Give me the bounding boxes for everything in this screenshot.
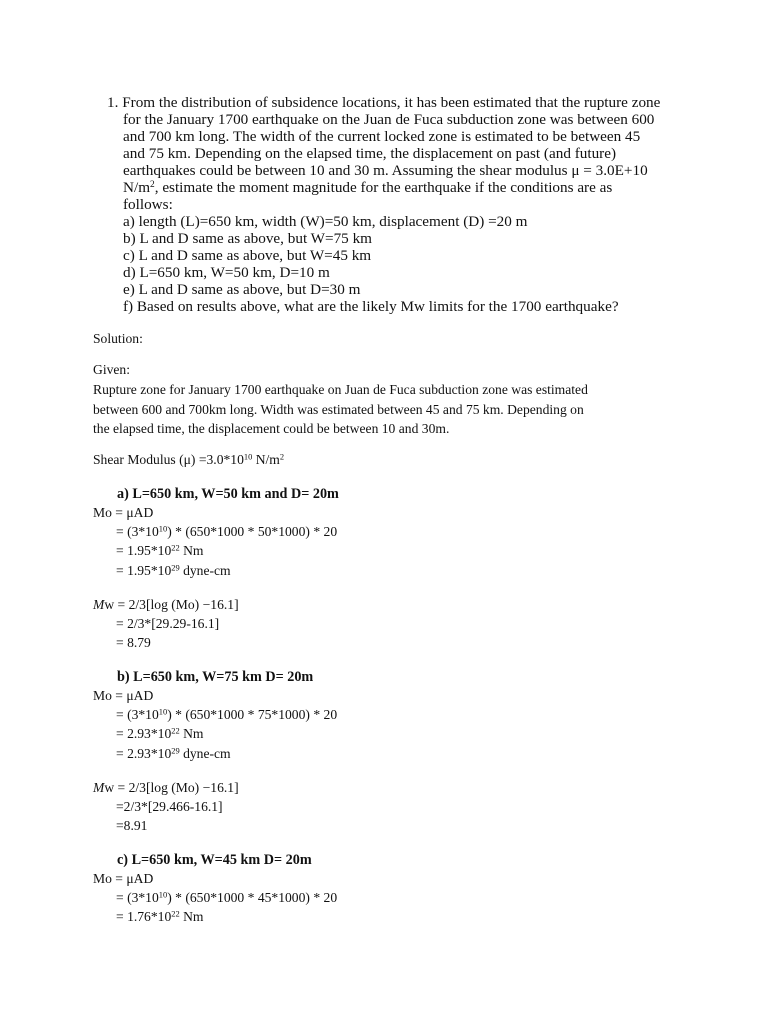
problem-line-4: and 75 km. Depending on the elapsed time, the displacement on past (and future) (123, 145, 617, 162)
problem-line-5: earthquakes could be between 10 and 30 m. Assuming the shear modulus μ = 3.0E+10 (123, 162, 648, 179)
given-heading: Given: (93, 362, 130, 377)
given-line-1: Rupture zone for January 1700 earthquake on Juan de Fuca subduction zone was estimated (93, 382, 588, 397)
part-b-mw-formula: Mw = 2/3[log (Mo) −16.1] (93, 780, 239, 795)
part-a-heading: a) L=650 km, W=50 km and D= 20m (117, 486, 339, 502)
problem-line-6: $N/m^2$, estimate the moment magnitude for the earthquake if the conditions are as (123, 179, 613, 196)
part-b-mo-dyne: = $2.93*10^{29}$ dyne-cm (116, 745, 231, 761)
part-a-mw-result: = 8.79 (116, 635, 151, 650)
problem-line-1: 1. From the distribution of subsidence locations, it has been estimated that the rupture zone (107, 94, 661, 111)
part-a-mo-nm: = $1.95*10^{22}$ Nm (116, 542, 204, 558)
problem-item-f: f) Based on results above, what are the likely Mw limits for the 1700 earthquake? (123, 298, 619, 315)
problem-line-7: follows: (123, 196, 173, 213)
problem-item-c: c) L and D same as above, but W=45 km (123, 247, 372, 264)
given-line-2: between 600 and 700km long. Width was estimated between 45 and 75 km. Depending on (93, 402, 584, 417)
part-c-mo-nm: = $1.76*10^{22}$ Nm (116, 908, 204, 924)
problem-item-a: a) length (L)=650 km, width (W)=50 km, displacement (D) =20 m (123, 213, 528, 230)
part-a-mo-step-1: = $(3*10^{10}) * (650*1000 * 50*1000) * 20$ (116, 523, 338, 539)
part-b-heading: b) L=650 km, W=75 km D= 20m (117, 669, 314, 685)
given-line-3: the elapsed time, the displacement could be between 10 and 30m. (93, 421, 450, 436)
part-b-mw-step: =2/3*[29.466-16.1] (116, 799, 223, 814)
part-a-mw-step: = 2/3*[29.29-16.1] (116, 616, 220, 631)
part-b-mw-result: =8.91 (116, 818, 148, 833)
part-b-mo-formula: Mo = μAD (93, 688, 154, 703)
problem-line-2: for the January 1700 earthquake on the Juan de Fuca subduction zone was between 600 (123, 111, 655, 128)
shear-modulus-line: Shear Modulus $(\mu) =3.0*10^{10}$ $N/m^2$ (93, 451, 285, 467)
problem-line-3: and 700 km long. The width of the current locked zone is estimated to be between 45 (123, 128, 641, 145)
solution-heading: Solution: (93, 331, 143, 346)
problem-item-e: e) L and D same as above, but D=30 m (123, 281, 361, 298)
problem-item-b: b) L and D same as above, but W=75 km (123, 230, 372, 247)
part-c-heading: c) L=650 km, W=45 km D= 20m (117, 852, 312, 868)
part-c-mo-formula: Mo = μAD (93, 871, 154, 886)
part-a-mw-formula: Mw = 2/3[log (Mo) −16.1] (93, 597, 239, 612)
part-b-mo-step-1: = $(3*10^{10}) * (650*1000 * 75*1000) * 20$ (116, 706, 338, 722)
part-c-mo-step-1: = $(3*10^{10}) * (650*1000 * 45*1000) * 20$ (116, 889, 338, 905)
part-a-mo-formula: Mo = μAD (93, 505, 154, 520)
problem-item-d: d) L=650 km, W=50 km, D=10 m (123, 264, 330, 281)
part-b-mo-nm: = $2.93*10^{22}$ Nm (116, 725, 204, 741)
part-a-mo-dyne: = $1.95*10^{29}$ dyne-cm (116, 562, 231, 578)
